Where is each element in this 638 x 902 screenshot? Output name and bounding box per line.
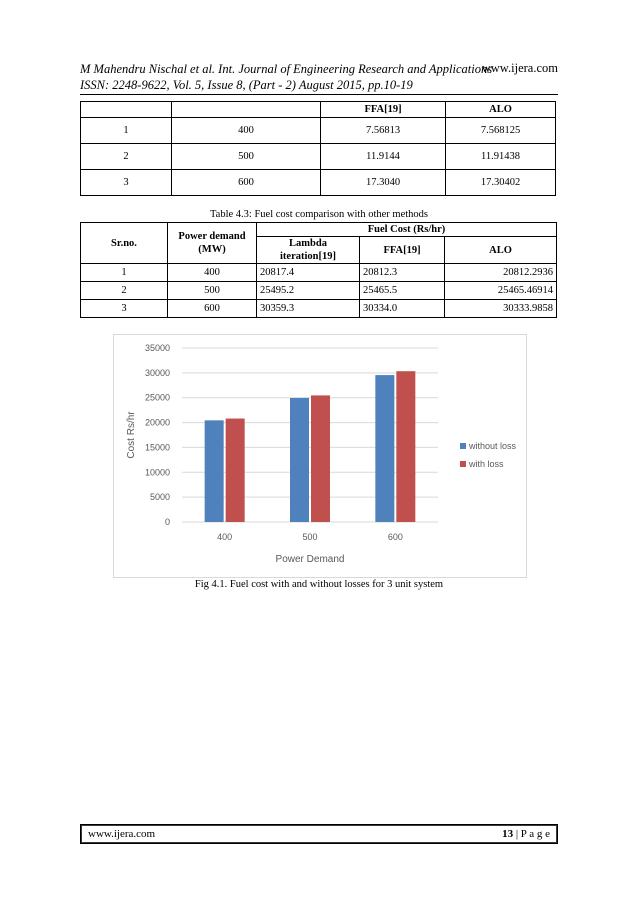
table-header-cell: ALO xyxy=(446,102,556,118)
table-header-row xyxy=(81,223,557,237)
x-tick-label: 500 xyxy=(302,532,318,542)
table-row xyxy=(81,118,556,144)
page-label: | P a g e xyxy=(515,828,550,840)
table-header-cell xyxy=(81,102,172,118)
table-cell: 500 xyxy=(168,282,257,300)
header-citation xyxy=(80,61,492,93)
table-cell: 600 xyxy=(172,170,321,196)
chart-container xyxy=(113,334,527,578)
table-row xyxy=(81,144,556,170)
table-cell: 17.30402 xyxy=(446,170,556,196)
table-fitness-comparison xyxy=(80,101,556,196)
footer-site-link[interactable]: www.ijera.com xyxy=(88,828,156,840)
header-rule xyxy=(80,94,558,95)
table-cell: 500 xyxy=(172,144,321,170)
table-cell: 20817.4 xyxy=(257,264,360,282)
table-cell: 30359.3 xyxy=(257,300,360,318)
bar-chart xyxy=(114,335,526,577)
table-cell: 25465.46914 xyxy=(445,282,557,300)
table-cell: 7.56813 xyxy=(321,118,446,144)
footer-page-info xyxy=(502,828,550,840)
legend-label: with loss xyxy=(469,459,504,469)
table-header-cell: FFA[19] xyxy=(321,102,446,118)
figure-caption: Fig 4.1. Fuel cost with and without losses for 3 unit system xyxy=(194,579,444,590)
x-axis-label: Power Demand xyxy=(275,554,345,565)
y-tick-label: 10000 xyxy=(144,467,170,478)
table-cell: 2 xyxy=(81,282,168,300)
header-site-link[interactable]: www.ijera.com xyxy=(481,61,558,75)
table-row xyxy=(81,170,556,196)
bar xyxy=(396,371,415,522)
table-cell: 1 xyxy=(81,264,168,282)
table-row xyxy=(81,264,557,282)
table-cell: 400 xyxy=(168,264,257,282)
table-cell: 20812.2936 xyxy=(445,264,557,282)
table-subheader-cell: Lambda iteration[19] xyxy=(257,237,360,264)
y-tick-label: 5000 xyxy=(149,492,170,503)
bar xyxy=(311,395,330,522)
page-number: 13 xyxy=(502,828,514,840)
table-cell: 3 xyxy=(81,170,172,196)
table-subheader-cell: FFA[19] xyxy=(360,237,445,264)
table-cell: 20812.3 xyxy=(360,264,445,282)
x-tick-label: 600 xyxy=(387,532,403,542)
table-row xyxy=(81,282,557,300)
table-cell: 3 xyxy=(81,300,168,318)
y-tick-label: 15000 xyxy=(144,442,170,453)
citation-line-2: ISSN: 2248-9622, Vol. 5, Issue 8, (Part - 2) August 2015, pp.10-19 xyxy=(80,78,413,92)
legend-swatch xyxy=(460,443,466,449)
y-tick-label: 25000 xyxy=(144,392,170,403)
bar xyxy=(290,398,309,522)
bar xyxy=(375,375,394,522)
table-cell: 7.568125 xyxy=(446,118,556,144)
table-header-power: Power demand (MW) xyxy=(168,223,257,264)
bar xyxy=(205,420,224,522)
table-header-group: Fuel Cost (Rs/hr) xyxy=(257,223,557,237)
table-header-srno: Sr.no. xyxy=(81,223,168,264)
table-cell: 11.9144 xyxy=(321,144,446,170)
table-cell: 25495.2 xyxy=(257,282,360,300)
table-fuel-cost-comparison xyxy=(80,222,557,318)
table-cell: 30334.0 xyxy=(360,300,445,318)
table-cell: 600 xyxy=(168,300,257,318)
legend-swatch xyxy=(460,461,466,467)
bar xyxy=(226,419,245,522)
table-caption: Table 4.3: Fuel cost comparison with other methods xyxy=(210,209,428,220)
y-axis-label: Cost Rs/hr xyxy=(126,411,137,459)
page-footer xyxy=(80,824,558,844)
table-cell: 11.91438 xyxy=(446,144,556,170)
table-cell: 17.3040 xyxy=(321,170,446,196)
citation-line-1: M Mahendru Nischal et al. Int. Journal of Engineering Research and Applications xyxy=(80,62,493,76)
table-subheader-cell: ALO xyxy=(445,237,557,264)
table-row xyxy=(81,300,557,318)
table-cell: 25465.5 xyxy=(360,282,445,300)
y-tick-label: 20000 xyxy=(144,417,170,428)
legend-label: without loss xyxy=(469,441,517,451)
table-cell: 400 xyxy=(172,118,321,144)
footer-panel xyxy=(82,826,556,842)
table-cell: 30333.9858 xyxy=(445,300,557,318)
y-tick-label: 35000 xyxy=(144,343,170,353)
x-tick-label: 400 xyxy=(217,532,233,542)
y-tick-label: 30000 xyxy=(144,367,170,378)
y-tick-label: 0 xyxy=(164,517,170,527)
table-header-row xyxy=(81,102,556,118)
table-header-cell xyxy=(172,102,321,118)
table-cell: 1 xyxy=(81,118,172,144)
table-cell: 2 xyxy=(81,144,172,170)
